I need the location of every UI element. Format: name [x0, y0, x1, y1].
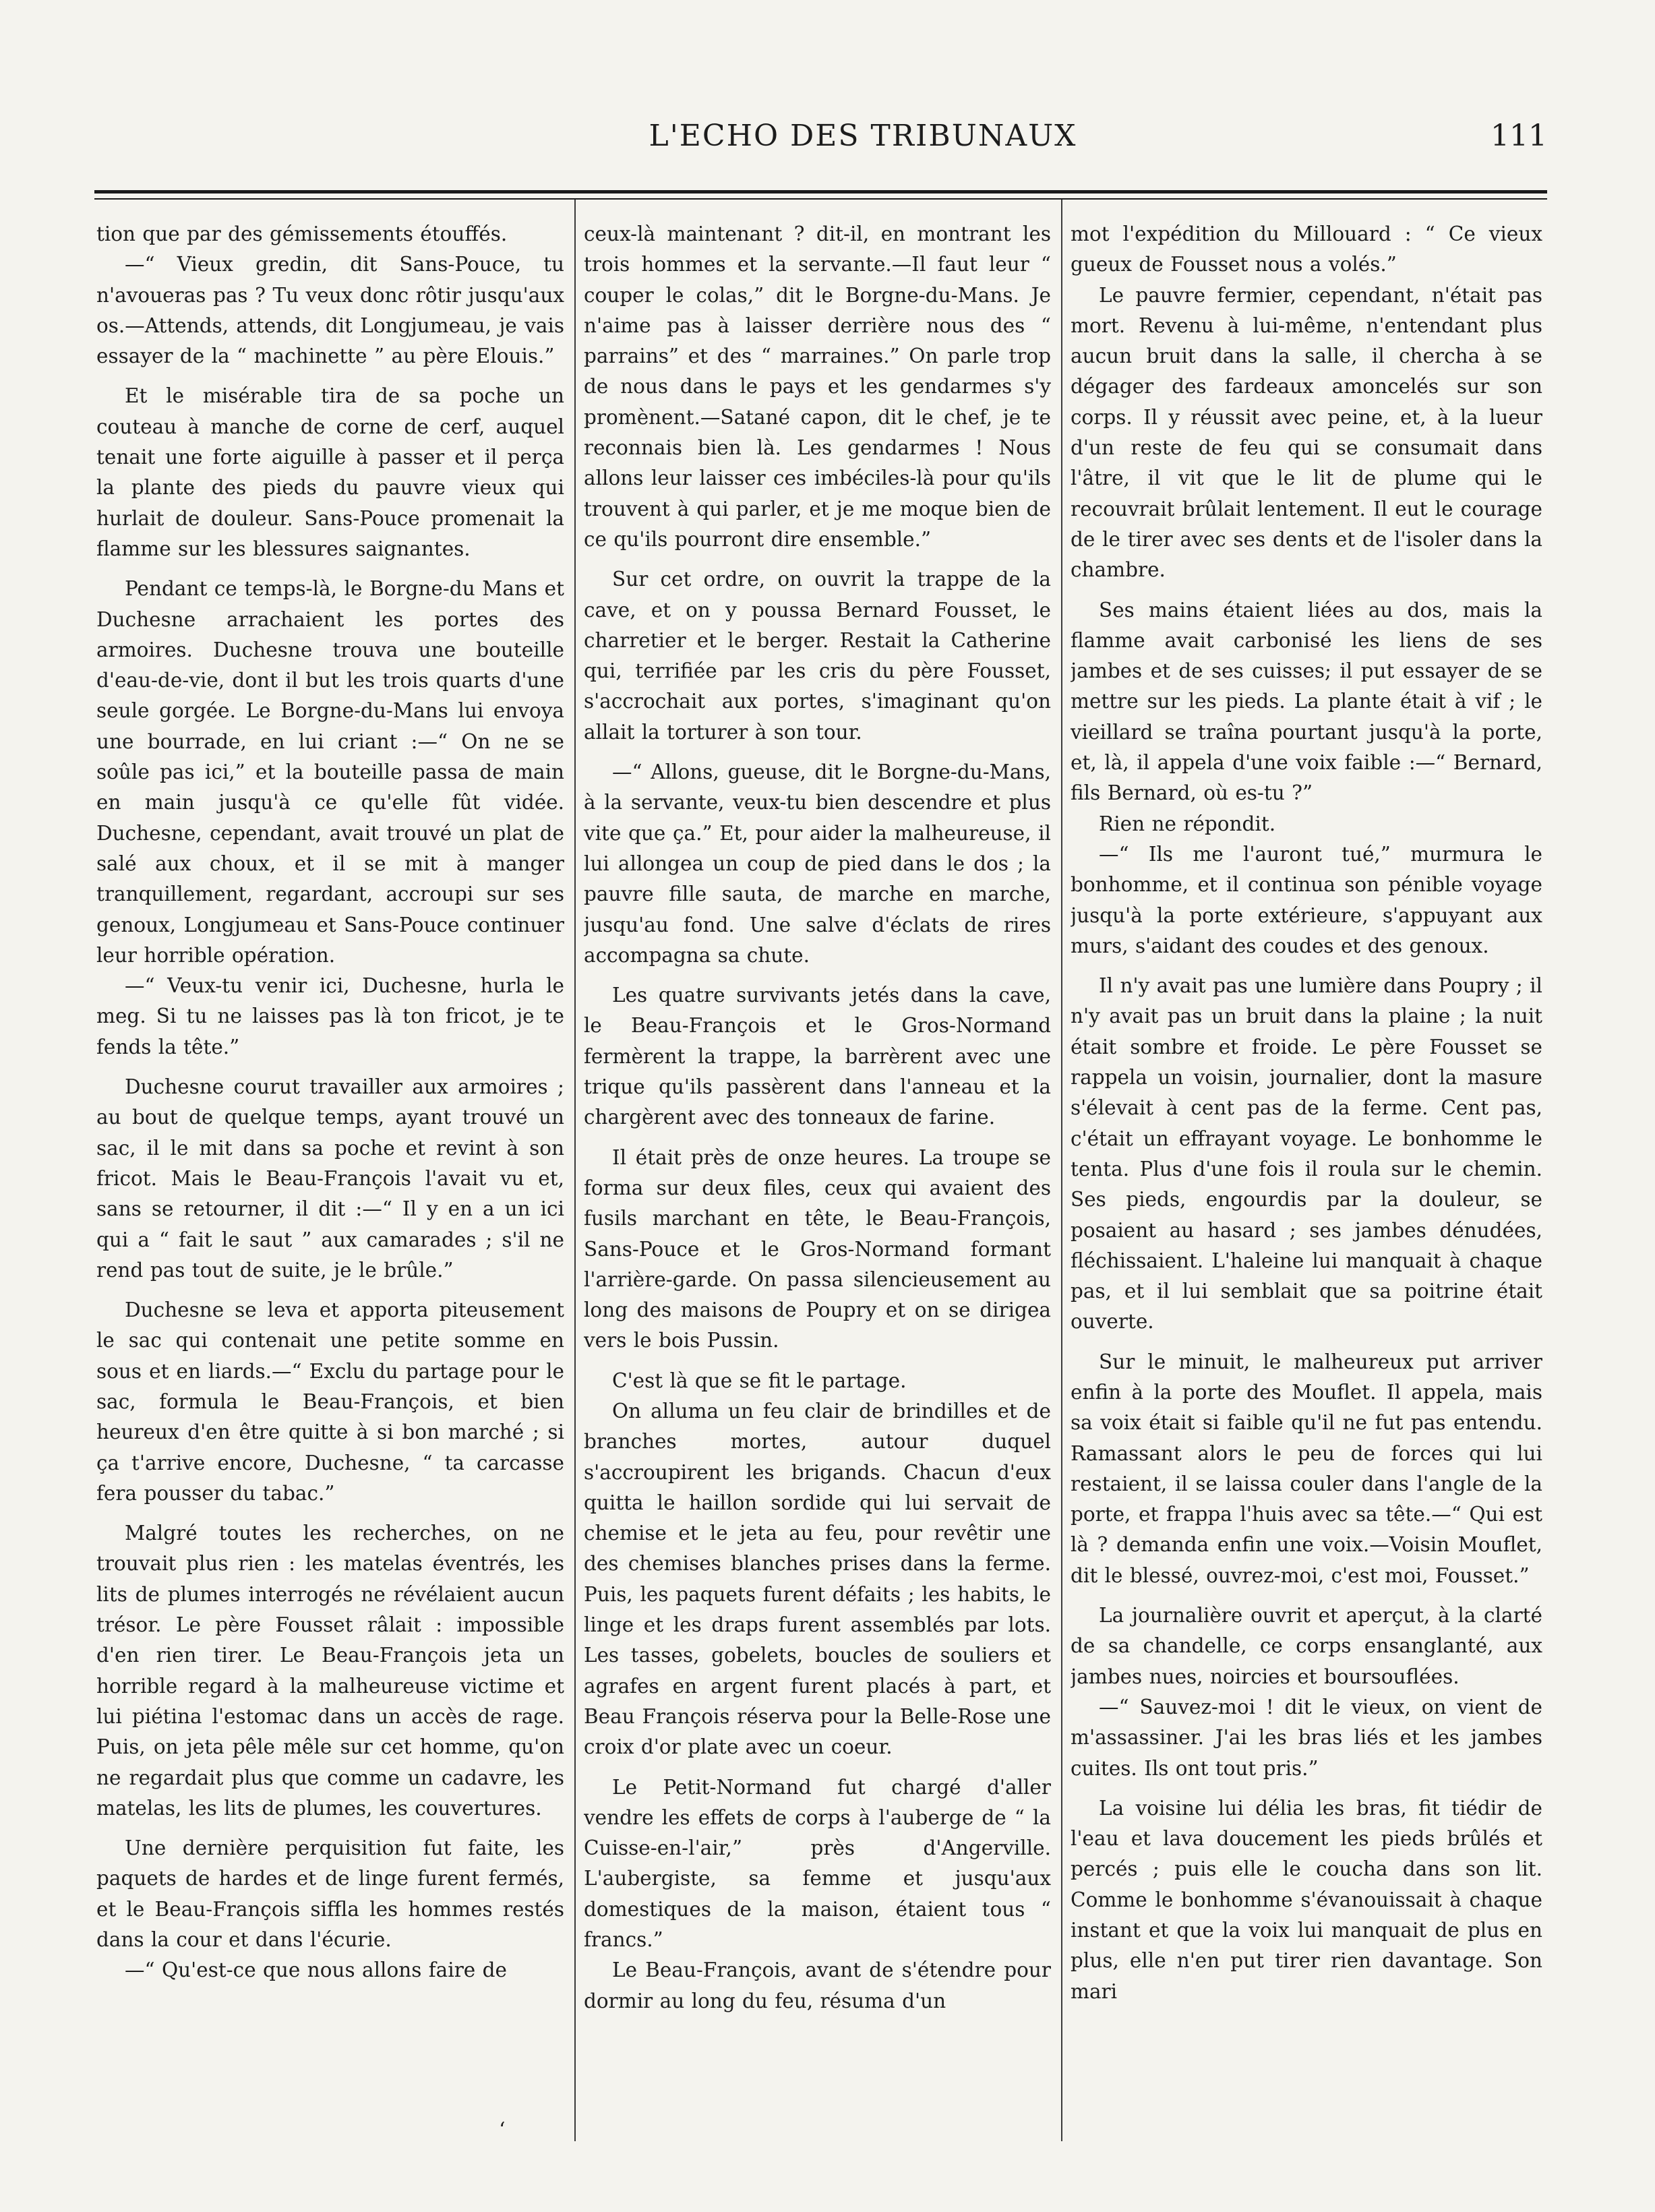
paragraph: C'est là que se fit le partage.	[612, 1369, 907, 1392]
running-title: L'ECHO DES TRIBUNAUX	[649, 119, 1077, 153]
paragraph: Malgré toutes les recherches, on ne trouvait plus rien : les matelas éventrés, les lits de plumes interrogés ne révélaient aucun trésor. Le père Fousset râlait : impossible d'en rien tirer. Le Beau-François jeta un horrible regard à la malheureuse victime et lui piétina l'estomac dans un accès de rage. Puis, on jeta pêle mêle sur cet homme, qu'on ne regardait plus que comme un cadavre, les matelas, les lits de plumes, les couvertures.	[96, 1522, 564, 1820]
paragraph: Les quatre survivants jetés dans la cave, le Beau-François et le Gros-Normand fermèrent la trappe, la barrèrent avec une trique qu'ils passèrent dans l'anneau et la chargèrent avec des tonneaux de farine.	[584, 984, 1051, 1129]
paragraph: Duchesne se leva et apporta piteusement le sac qui contenait une petite somme en sous et en liards.—“ Exclu du partage pour le sac, formula le Beau-François, et bien heureux d'en être quitte à si bon marché ; si ça t'arrive encore, Duchesne, “ ta carcasse fera pousser du tabac.”	[96, 1298, 564, 1505]
paragraph: mot l'expédition du Millouard : “ Ce vieux gueux de Fousset nous a volés.”	[1071, 222, 1542, 276]
paragraph: Duchesne courut travailler aux armoires ; au bout de quelque temps, ayant trouvé un sac, il le mit dans sa poche et revint à son fricot. Mais le Beau-François l'avait vu et, sans se retourner, il dit :—“ Il y en a un ici qui a “ fait le saut ” aux camarades ; s'il ne rend pas tout de suite, je le brûle.”	[96, 1075, 564, 1282]
paragraph: La journalière ouvrit et aperçut, à la clarté de sa chandelle, ce corps ensanglanté, aux jambes nues, noircies et boursouflées.	[1071, 1604, 1542, 1688]
paragraph: Sur cet ordre, on ouvrit la trappe de la cave, et on y poussa Bernard Fousset, le charretier et le berger. Restait la Catherine qui, terrifiée par les cris du père Fousset, s'accrochait aux portes, s'imaginant qu'on allait la torturer à son tour.	[584, 568, 1051, 744]
column-3	[1071, 219, 1542, 2168]
paragraph: Il n'y avait pas une lumière dans Poupry ; il n'y avait pas un bruit dans la plaine ; la nuit était sombre et froide. Le père Fousset se rappela un voisin, journalier, dont la masure s'élevait à cent pas de la ferme. Cent pas, c'était un effrayant voyage. Le bonhomme le tenta. Plus d'une fois il roula sur le chemin. Ses pieds, engourdis par la douleur, se posaient au hasard ; ses jambes dénudées, fléchissaient. L'haleine lui manquait à chaque pas, et il lui semblait que sa poitrine était ouverte.	[1071, 974, 1542, 1334]
paragraph: Pendant ce temps-là, le Borgne-du Mans et Duchesne arrachaient les portes des armoires. Duchesne trouva une bouteille d'eau-de-vie, dont il but les trois quarts d'une seule gorgée. Le Borgne-du-Mans lui envoya une bourrade, en lui criant :—“ On ne se soûle pas ici,” et la bouteille passa de main en main jusqu'à ce qu'elle fût vidée. Duchesne, cependant, avait trouvé un plat de salé aux choux, et il se mit à manger tranquillement, regardant, accroupi sur ses genoux, Longjumeau et Sans-Pouce continuer leur horrible opération.	[96, 577, 564, 967]
paragraph: Et le misérable tira de sa poche un couteau à manche de corne de cerf, auquel tenait une forte aiguille à passer et il perça la plante des pieds du pauvre vieux qui hurlait de douleur. Sans-Pouce promenait la flamme sur les blessures saignantes.	[96, 384, 564, 560]
column-1	[96, 219, 564, 2168]
paragraph: Ses mains étaient liées au dos, mais la flamme avait carbonisé les liens de ses jambes et de ses cuisses; il put essayer de se mettre sur les pieds. La plante était à vif ; le vieillard se traîna pourtant jusqu'à la porte, et, là, il appela d'une voix faible :—“ Bernard, fils Bernard, où es-tu ?”	[1071, 598, 1542, 805]
paragraph: —“ Qu'est-ce que nous allons faire de	[125, 1959, 507, 1982]
column-divider-1	[574, 200, 576, 2141]
paragraph: Il était près de onze heures. La troupe se forma sur deux files, ceux qui avaient des fusils marchant en tête, le Beau-François, Sans-Pouce et le Gros-Normand formant l'arrière-garde. On passa silencieusement au long des maisons de Poupry et on se dirigea vers le bois Pussin.	[584, 1145, 1051, 1352]
header-rule-thick	[94, 190, 1547, 193]
page-number: 111	[1491, 119, 1547, 153]
paragraph: Une dernière perquisition fut faite, les paquets de hardes et de linge furent fermés, et le Beau-François siffla les hommes restés dans la cour et dans l'écurie.	[96, 1836, 564, 1952]
paragraph: —“ Ils me l'auront tué,” murmura le bonhomme, et il continua son pénible voyage jusqu'à la porte extérieure, s'appuyant aux murs, s'aidant des coudes et des genoux.	[1071, 842, 1542, 957]
paragraph: —“ Allons, gueuse, dit le Borgne-du-Mans, à la servante, veux-tu bien descendre et plus vite que ça.” Et, pour aider la malheureuse, il lui allongea un coup de pied dans le dos ; la pauvre fille sauta, de marche en marche, jusqu'au fond. Une salve d'éclats de rires accompagna sa chute.	[584, 760, 1051, 967]
paragraph: —“ Vieux gredin, dit Sans-Pouce, tu n'avoueras pas ? Tu veux donc rôtir jusqu'aux os.—Attends, attends, dit Longjumeau, je vais essayer de la “ machinette ” au père Elouis.”	[96, 253, 564, 368]
paragraph: ceux-là maintenant ? dit-il, en montrant les trois hommes et la servante.—Il faut leur “ couper le colas,” dit le Borgne-du-Mans. Je n'aime pas à laisser derrière nous des “ parrains” et des “ marraines.” On parle trop de nous dans le pays et les gendarmes s'y promènent.—Satané capon, dit le chef, je te reconnais bien là. Les gendarmes ! Nous allons leur laisser ces imbéciles-là pour qu'ils trouvent à qui parler, et je me moque bien de ce qu'ils pourront dire ensemble.”	[584, 222, 1051, 551]
column-divider-2	[1061, 200, 1062, 2141]
paragraph: On alluma un feu clair de brindilles et de branches mortes, autour duquel s'accroupirent les brigands. Chacun d'eux quitta le haillon sordide qui lui servait de chemise et le jeta au feu, pour revêtir une des chemises blanches prises dans la ferme. Puis, les paquets furent défaits ; les habits, le linge et les draps furent assemblés par lots. Les tasses, gobelets, boucles de souliers et agrafes en argent furent placés à part, et Beau François réserva pour la Belle-Rose une croix d'or plate avec un coeur.	[584, 1399, 1051, 1759]
ink-mark: ‘	[499, 2118, 506, 2142]
paragraph: tion que par des gémissements étouffés.	[96, 222, 508, 245]
paragraph: Le Beau-François, avant de s'étendre pour dormir au long du feu, résuma d'un	[584, 1959, 1051, 2012]
paragraph: —“ Veux-tu venir ici, Duchesne, hurla le meg. Si tu ne laisses pas là ton fricot, je te fends la tête.”	[96, 974, 564, 1058]
paragraph: —“ Sauvez-moi ! dit le vieux, on vient de m'assassiner. J'ai les bras liés et les jambes cuites. Ils ont tout pris.”	[1071, 1695, 1542, 1780]
paragraph: Rien ne répondit.	[1099, 812, 1276, 835]
column-2	[584, 219, 1051, 2168]
paragraph: Sur le minuit, le malheureux put arriver enfin à la porte des Mouflet. Il appela, mais sa voix était si faible qu'il ne fut pas entendu. Ramassant alors le peu de forces qui lui restaient, il se laissa couler dans l'angle de la porte, et frappa l'huis avec sa tête.—“ Qui est là ? demanda enfin une voix.—Voisin Mouflet, dit le blessé, ouvrez-moi, c'est moi, Fousset.”	[1071, 1350, 1542, 1587]
paragraph: Le Petit-Normand fut chargé d'aller vendre les effets de corps à l'auberge de “ la Cuisse-en-l'air,” près d'Angerville. L'aubergiste, sa femme et jusqu'aux domestiques de la maison, étaient tous “ francs.”	[584, 1775, 1051, 1952]
paragraph: La voisine lui délia les bras, fit tiédir de l'eau et lava doucement les pieds brûlés et percés ; puis elle le coucha dans son lit. Comme le bonhomme s'évanouissait à chaque instant et que la voix lui manquait de plus en plus, elle n'en put tirer rien davantage. Son mari	[1071, 1796, 1542, 2003]
paragraph: Le pauvre fermier, cependant, n'était pas mort. Revenu à lui-même, n'entendant plus aucun bruit dans la salle, il chercha à se dégager des fardeaux amoncelés sur son corps. Il y réussit avec peine, et, à la lueur d'un reste de feu qui se consumait dans l'âtre, il vit que le lit de plume qui le recouvrait brûlait lentement. Il eut le courage de le tirer avec ses dents et de l'isoler dans la chambre.	[1071, 283, 1542, 582]
header-rule-thin	[94, 198, 1547, 200]
